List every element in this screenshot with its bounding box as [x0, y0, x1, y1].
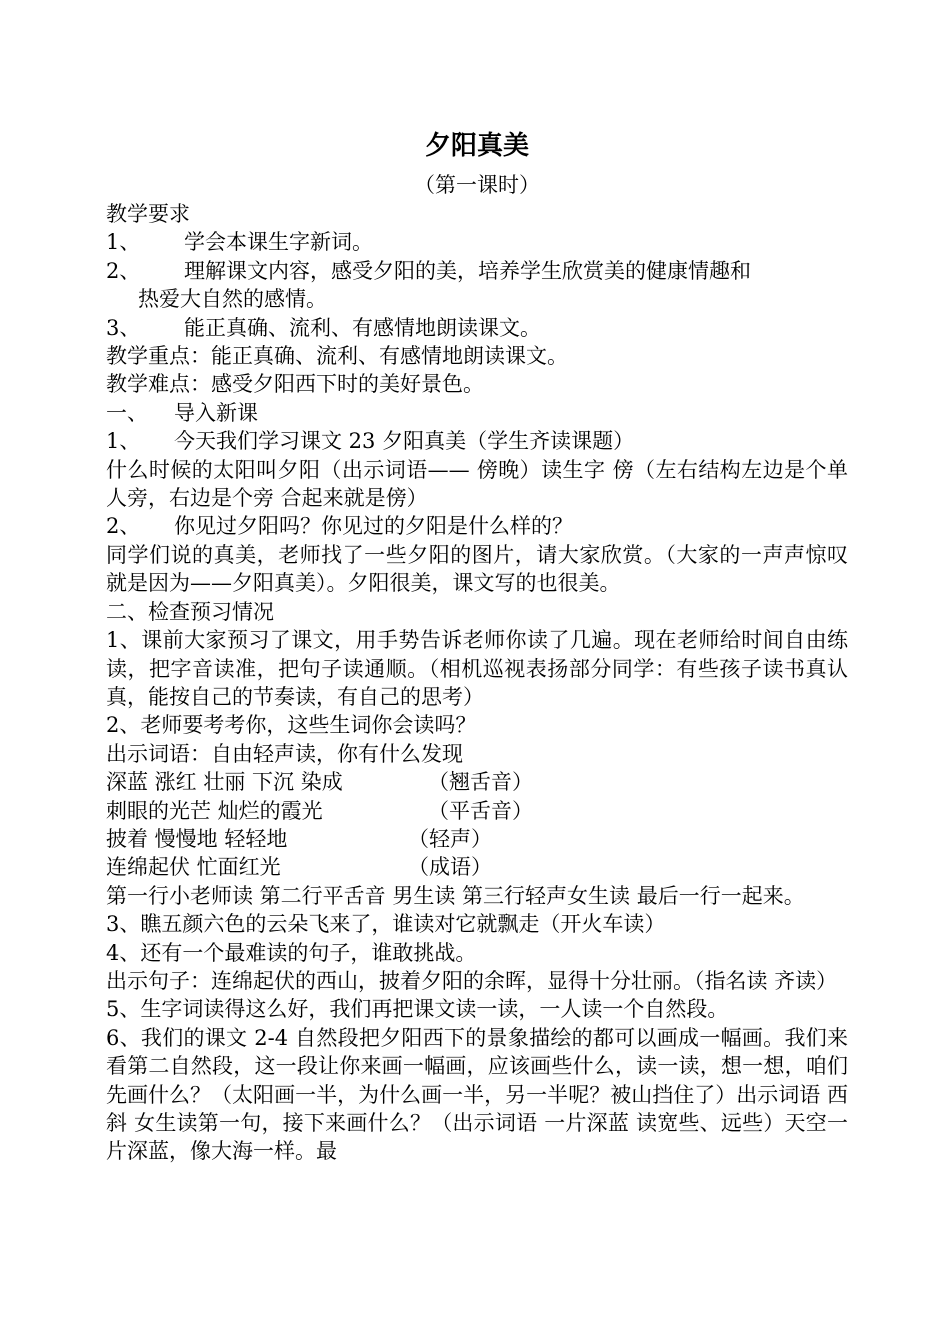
paragraph: 出示句子：连绵起伏的西山，披着夕阳的余晖，显得十分壮丽。（指名读 齐读） — [106, 968, 838, 993]
paragraph: 第一行小老师读 第二行平舌音 男生读 第三行轻声女生读 最后一行一起来。 — [106, 883, 805, 908]
word-list: 刺眼的光芒 灿烂的霞光 — [106, 798, 323, 823]
difficulty: 教学难点：感受夕阳西下时的美好景色。 — [106, 372, 484, 397]
item-text: 你见过夕阳吗？你见过的夕阳是什么样的？ — [174, 514, 573, 539]
item-text: 能正真确、流利、有感情地朗读课文。 — [184, 315, 541, 340]
word-note: （翘舌音） — [428, 770, 533, 795]
requirement-item — [106, 228, 848, 256]
section-heading: 二、检查预习情况 — [106, 599, 274, 624]
word-note: （平舌音） — [428, 798, 533, 823]
word-note: （成语） — [408, 855, 492, 880]
paragraph: 什么时候的太阳叫夕阳（出示词语—— 傍晚）读生字 傍（左右结构左边是个单人旁，右边是个旁 合起来就是傍） — [106, 457, 848, 511]
word-row — [106, 825, 848, 853]
section-heading — [106, 399, 848, 427]
page-title: 夕阳真美 — [424, 131, 529, 161]
paragraph: 4、还有一个最难读的句子，谁敢挑战。 — [106, 940, 477, 965]
paragraph: 出示词语：自由轻声读，你有什么发现 — [106, 741, 463, 766]
requirement-item — [106, 257, 848, 285]
item-number: 1、 — [106, 230, 141, 255]
paragraph: 5、生字词读得这么好，我们再把课文读一读，一人读一个自然段。 — [106, 997, 729, 1022]
document-page — [106, 128, 848, 1166]
section-number: 一、 — [106, 400, 148, 425]
item-text: 今天我们学习课文 23 夕阳真美（学生齐读课题） — [174, 429, 635, 454]
word-note: （轻声） — [408, 826, 492, 851]
item-text: 理解课文内容，感受夕阳的美，培养学生欣赏美的健康情趣和 — [184, 258, 751, 283]
word-list: 深蓝 涨红 壮丽 下沉 染成 — [106, 770, 343, 795]
page-subtitle: （第一课时） — [414, 173, 540, 197]
key-point: 教学重点：能正真确、流利、有感情地朗读课文。 — [106, 344, 568, 369]
word-row — [106, 768, 848, 796]
lesson-item — [106, 427, 848, 455]
paragraph: 1、课前大家预习了课文，用手势告诉老师你读了几遍。现在老师给时间自由练读，把字音读准，把句子读通顺。（相机巡视表扬部分同学：有些孩子读书真认真，能按自己的节奏读，有自己的思考） — [106, 628, 848, 709]
item-number: 2、 — [106, 514, 141, 539]
item-number: 1、 — [106, 429, 141, 454]
section-title: 导入新课 — [174, 400, 258, 425]
lesson-item — [106, 512, 848, 540]
paragraph: 6、我们的课文 2-4 自然段把夕阳西下的景象描绘的都可以画成一幅画。我们来看第二自然段，这一段让你来画一幅画，应该画些什么，读一读，想一想，咱们先画什么？（太阳画一半，为什么画一半，另一半呢？被山挡住了）出示词语 西斜 女生读第一句，接下来画什么？（出示词语 一片深蓝 读宽些、远些）天空一片深蓝，像大海一样。最 — [106, 1025, 848, 1164]
paragraph: 同学们说的真美，老师找了一些夕阳的图片，请大家欣赏。（大家的一声声惊叹就是因为——夕阳真美）。夕阳很美，课文写的也很美。 — [106, 542, 848, 596]
word-row — [106, 853, 848, 881]
word-list: 连绵起伏 忙面红光 — [106, 855, 281, 880]
word-list: 披着 慢慢地 轻轻地 — [106, 826, 288, 851]
requirements-heading: 教学要求 — [106, 202, 190, 226]
word-row — [106, 797, 848, 825]
requirement-item — [106, 314, 848, 342]
paragraph: 2、老师要考考你，这些生词你会读吗？ — [106, 713, 477, 738]
item-number: 3、 — [106, 315, 141, 340]
paragraph: 3、瞧五颜六色的云朵飞来了，谁读对它就飘走（开火车读） — [106, 912, 666, 937]
item-continuation: 热爱大自然的感情。 — [138, 287, 327, 312]
item-text: 学会本课生字新词。 — [184, 230, 373, 255]
item-number: 2、 — [106, 258, 141, 283]
